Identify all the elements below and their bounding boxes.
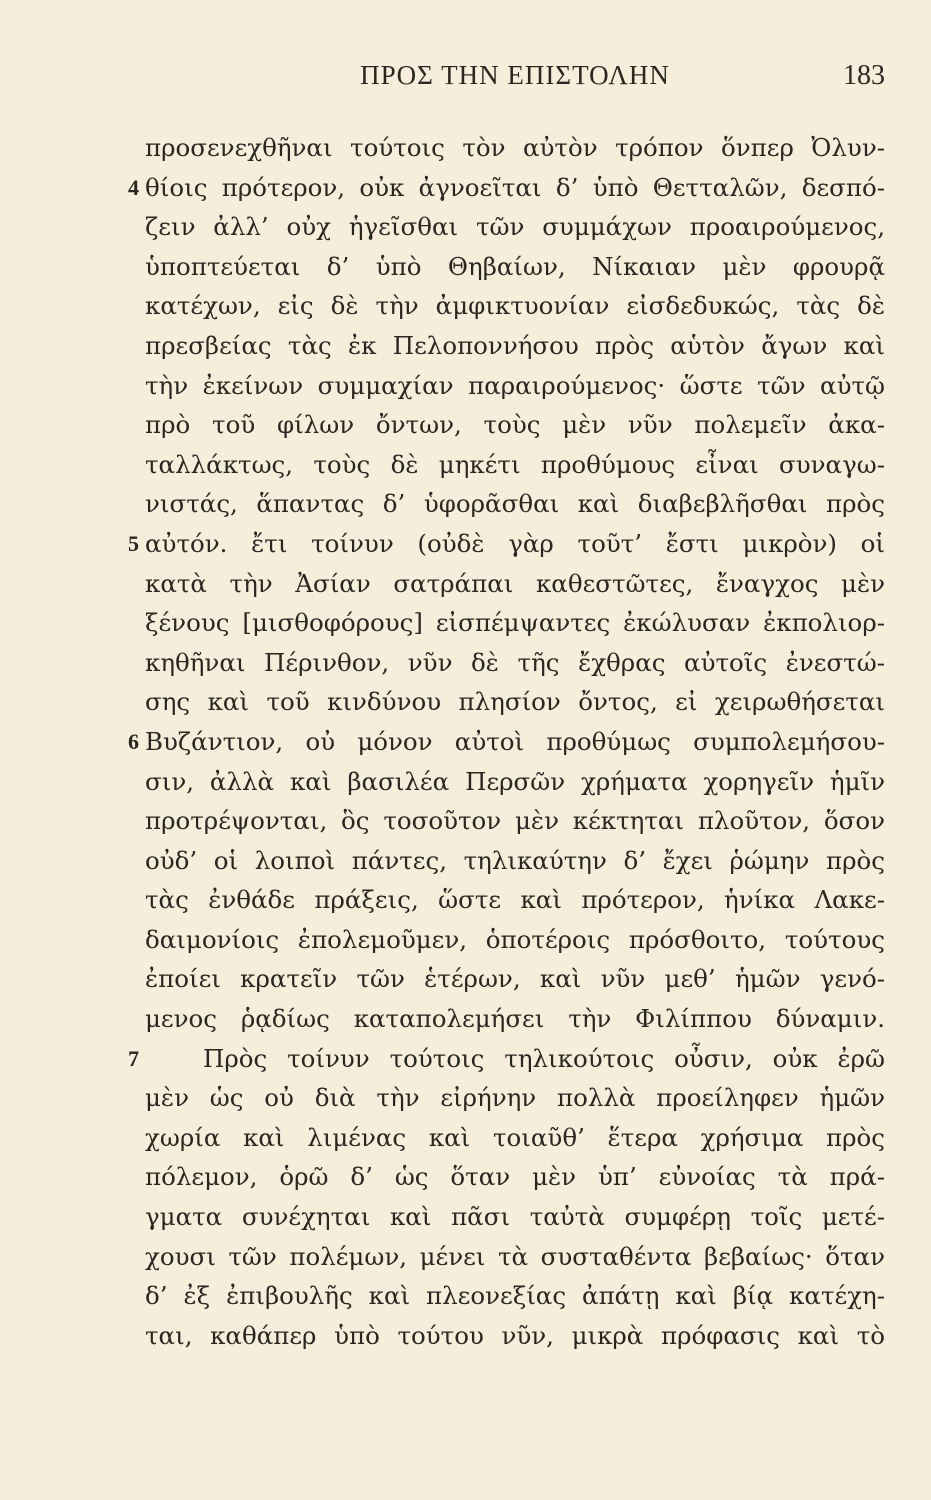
text-line <box>145 682 885 722</box>
line-text: πρεσβείας τὰς ἐκ Πελοποννήσου πρὸς αὑτὸν ἄγων καὶ <box>145 330 885 360</box>
text-line <box>145 366 885 406</box>
text-line <box>145 999 885 1039</box>
text-line <box>128 1039 885 1079</box>
section-number: 6 <box>128 728 139 754</box>
section-number: 7 <box>128 1045 139 1071</box>
line-text: γματα συνέχηται καὶ πᾶσι ταὐτὰ συμφέρῃ τοῖς μετέ- <box>145 1202 885 1232</box>
text-line <box>145 484 885 524</box>
line-text: προσενεχθῆναι τούτοις τὸν αὐτὸν τρόπον ὅνπερ Ὀλυν- <box>145 133 885 162</box>
page-number: 183 <box>843 60 885 91</box>
line-text: ζειν ἀλλ’ οὐχ ἡγεῖσθαι τῶν συμμάχων προαιρούμενος, <box>145 212 885 242</box>
line-text: Πρὸς τοίνυν τούτοις τηλικούτοις οὖσιν, οὐκ ἐρῶ <box>203 1043 885 1073</box>
line-text: μενος ῥᾳδίως καταπολεμήσει τὴν Φιλίππου δύναμιν. <box>145 1004 885 1034</box>
line-text: δαιμονίοις ἐπολεμοῦμεν, ὁποτέροις πρόσθοιτο, τούτους <box>145 924 885 954</box>
line-text: σιν, ἀλλὰ καὶ βασιλέα Περσῶν χρήματα χορηγεῖν ἡμῖν <box>145 766 885 796</box>
text-line <box>145 841 885 881</box>
text-line <box>145 564 885 604</box>
text-line <box>145 445 885 485</box>
line-text: πρὸ τοῦ φίλων ὄντων, τοὺς μὲν νῦν πολεμεῖν ἀκα- <box>145 410 885 440</box>
text-line <box>145 801 885 841</box>
line-text: κηθῆναι Πέρινθον, νῦν δὲ τῆς ἔχθρας αὐτοῖς ἐνεστώ- <box>145 647 885 677</box>
text-line <box>145 326 885 366</box>
line-text: ται, καθάπερ ὑπὸ τούτου νῦν, μικρὰ πρόφασις καὶ τὸ <box>145 1320 885 1350</box>
text-line <box>145 1316 885 1356</box>
running-title: ΠΡΟΣ ΤΗΝ ΕΠΙΣΤΟΛΗΝ <box>360 60 670 90</box>
line-text: ξένους [μισθοφόρους] εἰσπέμψαντες ἐκώλυσαν ἐκπολιορ- <box>145 608 885 638</box>
text-line <box>145 247 885 287</box>
text-line <box>145 643 885 683</box>
text-line <box>145 920 885 960</box>
text-line <box>145 1276 885 1316</box>
line-text: χουσι τῶν πολέμων, μένει τὰ συσταθέντα βεβαίως· ὅταν <box>145 1241 885 1271</box>
line-text: ἐποίει κρατεῖν τῶν ἑτέρων, καὶ νῦν μεθ’ ἡμῶν γενό- <box>145 964 885 994</box>
text-line <box>145 1078 885 1118</box>
page-header <box>145 60 885 100</box>
line-text: αὐτόν. ἔτι τοίνυν (οὐδὲ γὰρ τοῦτ’ ἔστι μικρὸν) οἱ <box>145 528 885 558</box>
text-line <box>128 722 885 762</box>
text-line <box>145 207 885 247</box>
body-text <box>128 128 885 1355</box>
line-text: ὑποπτεύεται δ’ ὑπὸ Θηβαίων, Νίκαιαν μὲν φρουρᾷ <box>145 251 885 281</box>
text-line <box>145 1237 885 1277</box>
text-line <box>128 168 885 208</box>
line-text: χωρία καὶ λιμένας καὶ τοιαῦθ’ ἕτερα χρήσιμα πρὸς <box>145 1122 885 1152</box>
text-line <box>128 524 885 564</box>
line-text: τὰς ἐνθάδε πράξεις, ὥστε καὶ πρότερον, ἡνίκα Λακε- <box>145 885 885 915</box>
line-text: κατὰ τὴν Ἀσίαν σατράπαι καθεστῶτες, ἔναγχος μὲν <box>145 568 885 598</box>
line-text: θίοις πρότερον, οὐκ ἀγνοεῖται δ’ ὑπὸ Θετταλῶν, δεσπό- <box>145 172 885 202</box>
line-text: νιστάς, ἅπαντας δ’ ὑφορᾶσθαι καὶ διαβεβλῆσθαι πρὸς <box>145 489 885 519</box>
text-line <box>145 603 885 643</box>
section-number: 5 <box>128 530 139 556</box>
line-text: πόλεμον, ὁρῶ δ’ ὡς ὅταν μὲν ὑπ’ εὐνοίας τὰ πρά- <box>145 1162 885 1192</box>
text-line <box>145 880 885 920</box>
line-text: κατέχων, εἰς δὲ τὴν ἀμφικτυονίαν εἰσδεδυκώς, τὰς δὲ <box>145 291 885 321</box>
text-line <box>145 286 885 326</box>
text-line <box>145 762 885 802</box>
line-text: σης καὶ τοῦ κινδύνου πλησίον ὄντος, εἰ χειρωθήσεται <box>145 687 885 717</box>
text-line <box>145 1197 885 1237</box>
line-text: προτρέψονται, ὃς τοσοῦτον μὲν κέκτηται πλοῦτον, ὅσον <box>145 806 885 836</box>
text-line <box>145 405 885 445</box>
line-text: δ’ ἐξ ἐπιβουλῆς καὶ πλεονεξίας ἀπάτῃ καὶ βίᾳ κατέχη- <box>145 1281 885 1311</box>
line-text: μὲν ὡς οὐ διὰ τὴν εἰρήνην πολλὰ προείληφεν ἡμῶν <box>145 1083 885 1113</box>
line-text: οὐδ’ οἱ λοιποὶ πάντες, τηλικαύτην δ’ ἔχει ῥώμην πρὸς <box>145 845 885 875</box>
text-line <box>145 128 885 168</box>
section-number: 4 <box>128 174 139 200</box>
line-text: τὴν ἐκείνων συμμαχίαν παραιρούμενος· ὥστε τῶν αὐτῷ <box>145 370 885 400</box>
text-line <box>145 959 885 999</box>
line-text: Βυζάντιον, οὐ μόνον αὐτοὶ προθύμως συμπολεμήσου- <box>145 726 885 756</box>
line-text: ταλλάκτως, τοὺς δὲ μηκέτι προθύμους εἶναι συναγω- <box>145 449 885 479</box>
text-line <box>145 1118 885 1158</box>
text-line <box>145 1157 885 1197</box>
